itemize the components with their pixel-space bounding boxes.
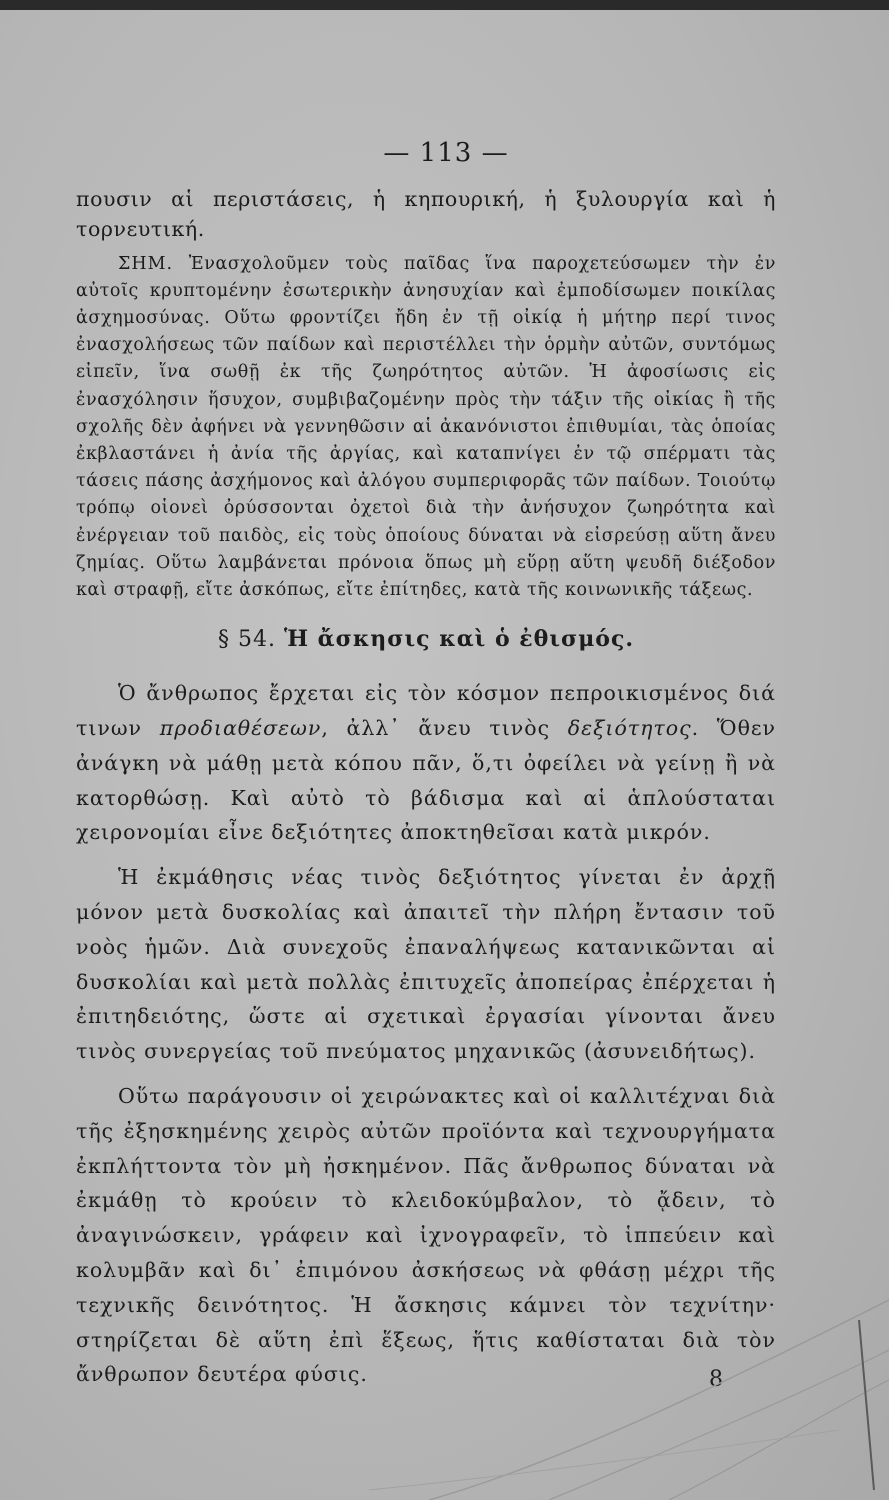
p1-text-a: Ὁ ἄνθρωπος ἔρχεται εἰς τὸν κόσμον πεπροικισμένος διά τινων: [76, 681, 776, 741]
scan-top-edge: [0, 0, 889, 10]
note-block: [76, 251, 776, 605]
section-paragraph-1: [76, 676, 776, 850]
section-paragraph-2: Ἡ ἐκμάθησις νέας τινὸς δεξιότητος γίνεται ἐν ἀρχῇ μόνον μετὰ δυσκολίας καὶ ἀπαιτεῖ τὴν πλήρη ἔντασιν τοῦ νοὸς ἡμῶν. Διὰ συνεχοῦς ἐπαναλήψεως κατανικῶνται αἱ δυσκολίαι καὶ μετὰ πολλὰς ἐπιτυχεῖς ἀποπείρας ἐπέρχεται ἡ ἐπιτηδειότης, ὥστε αἱ σχετικαὶ ἐργασίαι γίνονται ἄνευ τινὸς συνεργείας τοῦ πνεύματος μηχανικῶς (ἀσυνειδήτως).: [76, 865, 776, 1064]
note-text: Ἐνασχολοῦμεν τοὺς παῖδας ἵνα παροχετεύσωμεν τὴν ἐν αὐτοῖς κρυπτομένην ἐσωτερικὴν ἀνησυχίαν καὶ ἐμποδίσωμεν ποικίλας ἀσχημοσύνας. Οὕτω φροντίζει ἤδη ἐν τῇ οἰκίᾳ ἡ μήτηρ περί τινος ἐνασχολήσεως τῶν παίδων καὶ περιστέλλει τὴν ὁρμὴν αὐτῶν, συντόμως εἰπεῖν, ἵνα σωθῇ ἐκ τῆς ζωηρότητος αὐτῶν. Ἡ ἀφοσίωσις εἰς ἐνασχόλησιν ἥσυχον, συμβιβαζομένην πρὸς τὴν τάξιν τῆς οἰκίας ἢ τῆς σχολῆς δὲν ἀφήνει νὰ γεννηθῶσιν αἱ ἀκανόνιστοι ἐπιθυμίαι, τὰς ὁποίας ἐκβλαστάνει ἡ ἀνία τῆς ἀργίας, καὶ καταπνίγει ἐν τῷ σπέρματι τὰς τάσεις πάσης ἀσχήμονος καὶ ἀλόγου συμπεριφορᾶς τῶν παίδων. Τοιούτῳ τρόπῳ οἱονεὶ ὀρύσσονται ὀχετοὶ διὰ τὴν ἀνήσυχον ζωηρότητα καὶ ἐνέργειαν τοῦ παιδὸς, εἰς τοὺς ὁποίους δύναται νὰ εἰσρεύσῃ αὕτη ἄνευ ζημίας. Οὕτω λαμβάνεται πρόνοια ὅπως μὴ εὕρῃ αὕτη ψευδῆ διέξοδον καὶ στραφῇ, εἴτε ἀσκόπως, εἴτε ἐπίτηδες, κατὰ τῆς κοινωνικῆς τάξεως.: [76, 253, 776, 601]
section-title: Ἡ ἄσκησις καὶ ὁ ἐθισμός.: [283, 626, 635, 653]
intro-paragraph: πουσιν αἱ περιστάσεις, ἡ κηπουρική, ἡ ξυλουργία καὶ ἡ τορνευτική.: [76, 187, 776, 242]
note-paragraph: [76, 251, 776, 605]
p1-emphasis-1: προδιαθέσεων: [159, 716, 322, 741]
page-number: — 113 —: [383, 138, 509, 168]
section-paragraph-3: Οὕτω παράγουσιν οἱ χειρώνακτες καὶ οἱ καλλιτέχναι διὰ τῆς ἐξησκημένης χειρὸς αὐτῶν προϊόντα καὶ τεχνουργήματα ἐκπλήττοντα τὸν μὴ ἠσκημένον. Πᾶς ἄνθρωπος δύναται νὰ ἐκμάθῃ τὸ κρούειν τὸ κλειδοκύμβαλον, τὸ ᾄδειν, τὸ ἀναγινώσκειν, γράφειν καὶ ἰχνογραφεῖν, τὸ ἱππεύειν καὶ κολυμβᾶν καὶ δι᾽ ἐπιμόνου ἀσκήσεως νὰ φθάσῃ μέχρι τῆς τεχνικῆς δεινότητος. Ἡ ἄσκησις κάμνει τὸν τεχνίτην· στηρίζεται δὲ αὕτη ἐπὶ ἕξεως, ἥτις καθίσταται διὰ τὸν ἄνθρωπον δευτέρα φύσις.: [76, 1084, 776, 1387]
page-scratch-marks: [369, 1260, 889, 1500]
section-number: § 54.: [217, 627, 276, 653]
section-heading: [76, 626, 776, 652]
intro-block: [76, 184, 776, 245]
p1-text-c: . Ὅθεν ἀνάγκη νὰ μάθῃ μετὰ κόπου πᾶν, ὅ,τι ὀφείλει νὰ γείνῃ ἢ νὰ κατορθώσῃ. Καὶ αὐτὸ τὸ βάδισμα καὶ αἱ ἁπλούσταται χειρονομίαι εἶνε δεξιότητες ἀποκτηθεῖσαι κατὰ μικρόν.: [76, 716, 776, 845]
note-label: ΣΗΜ.: [118, 253, 174, 274]
signature-mark: 8: [709, 1367, 723, 1392]
p1-emphasis-2: δεξιότητος: [567, 716, 692, 741]
p1-text-b: , ἀλλ᾽ ἄνευ τινὸς: [321, 716, 568, 741]
page-content: [76, 138, 776, 1392]
